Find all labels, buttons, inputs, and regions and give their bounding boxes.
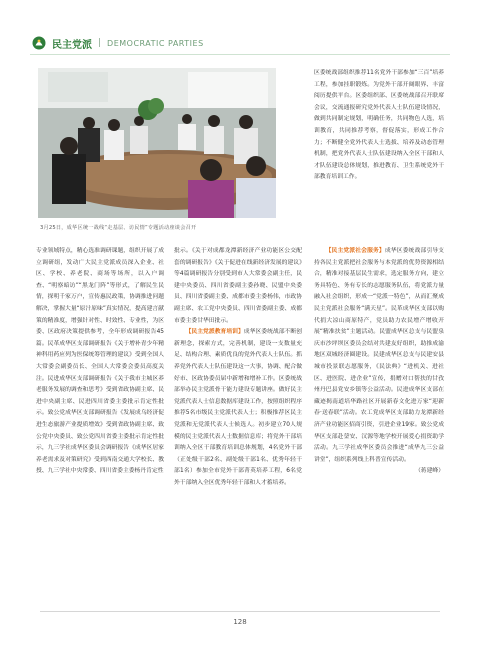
subheading-education: 【民主党派教育培训】 — [185, 329, 244, 336]
paragraph-service: 【民主党派社会服务】成华区委统战部引导支持各民主党派把社会服务与本党派的优势资源相结合，精准对接基层民生需求，选定服务方向，建立务具特色、务有专长的志愿服务队伍，将党派力量融入社会组织，形成一“党派一特色”，从而汇聚成民主党派社会服务“满天星”。民革成华区支部以购代捐大凉山商原特产，党员助力农民增产增收开展“精准扶贫”主题活动。民盟成华区总支与民盟泉庆市沙坪坝区委员会结对共建友好组织，助推成渝地区双城经济圈建设。民建成华区总支与民建安县城市投景联志愿服务，《民法典》“进机关、进社区、进医院、进企业”宣传，捐赠对口帮扶的甘孜州丹巴县党安乡镇等公益活动。民进成华区支部在藏迹揭南道培华路社区开展新春文化进万家“迎新春·送春联”活动。农工党成华区支部助力龙潭新经济产业功能区招商引资，引进企业19家。致公党成华区支部赴蓥安、汉源等地学校开展爱心捐资助学活动。九三学社成华区委员会推进“成华九三公益讲堂”，组织系列线上科普宣传活动。 — [314, 248, 444, 463]
meeting-photo — [38, 68, 276, 218]
footer-divider — [40, 611, 440, 612]
section-separator: | — [98, 38, 102, 48]
paragraph: 专业领域特点，精心选准调研课题，组织开展了成立调研组，发动广大民主党派成员深入企业、社区、学校、养老院、商场等场所，以入户调查、“明察暗访”“黑龙门阵”等形式，了解民生民情，探明千家万户，宣传惠民政策，协调推进问题解决，掌握大量“原汁原味”真实情况，提高建言献策的精准度，增强针对性、时效性、专业性，为区委、区政府决策提供参考，全年形成调研报告45篇。民革成华区支部调研报告《关于增补青少年精神科用药应列为医保统筹管理的建议》受到全国人大常委会副委员长、全国人大常委会委员高度关注。民进成华区支部调研报告《关于我市主城区养老服务发展的调查和思考》受到省政协副主席、民进中央副主席、民进四川省委主委批示肯定性批示。致公党成华区支部调研报告《发展成乌经济促进生态旅游产业提质增效》受到省政协副主席、致公党中央委员、致公党四川省委主委批示肯定性批示，九三学社成华区委员会调研报告《成华区居家养老需求及对策研究》受到西南交通大学校长、教授、九三学社中央常委、四川省委主委杨丹肯定性 — [36, 248, 164, 475]
right-column-top — [314, 68, 444, 184]
header-divider — [30, 54, 450, 55]
author-signature: （蒋建峰） — [415, 468, 444, 475]
paragraph-education: 【民主党派教育培训】成华区委统战部不断创新理念，探索方式，完善机制，建设一支数量充足、结构合理、素质优良的党外代表人士队伍。抓养党外代表人士队伍建设这一大事，协调、配合做好市、区政协委员届中新增和增补工作。区委统战部举办民主党派骨干能力建设专题讲座。做好民主党派代表人士信息数据库建设工作，按照组织程序推荐5名市级民主党派代表人士；积极推荐区民主党派和无党派代表人士候选人。初步建立70人规模的民主党派代表人士数据信息库；将党外干部培训纳入全区干部教育培训总体规划，4名党外干部（正处级干部2名、副处级干部1名、优秀年轻干部1名）参加全市党外干部菁英培养工程，6名党外干部纳入全区优秀年轻干部和人才蓄培养。 — [174, 329, 302, 486]
paragraph: 区委统战部组织推荐11名党外干部参加“三百”培养工程，参加挂职锻炼。为党外干部开阔眼界、丰富阅历提供平台。区委组织部、区委统战部召开联席会议，交流通报研究党外代表人士队伍建设情况，做到共同制定规划，明确任务，共同物色人选，培训教育，共同推荐考察，督促落实，形成工作合力；不断健全党外代表人士选拔、培养及动态管理机制，把党外代表人士队伍建设纳入全区干部和人才队伍建设总体规划，推进教育、卫生系统党外干部教育培训工作。 — [314, 70, 444, 181]
page-number: 128 — [233, 618, 247, 626]
middle-column — [174, 246, 302, 489]
section-title: 民主党派 — [52, 39, 92, 51]
paragraph: 批示。《关于对成都龙潭新经济产业功能区公交配套的调研报告》《关于促进在线新经济发展的建议》等4篇调研报告分别受到市人大常委会副主任，民建中央委员、四川省委副主委孙晓、民盟中央委员、四川省委副主委、成都市委主委杨伟，市政协副主席、农工党中央委员、四川省委副主委、成都市委主委甘华田批示。 — [174, 248, 302, 324]
section-title-english: DEMOCRATIC PARTIES — [107, 38, 204, 48]
section-header — [32, 34, 204, 52]
left-column — [36, 246, 164, 478]
photo-caption: 3月25日，成华区统一战线“走基层、访民情”专题活动座谈会召开 — [40, 225, 197, 231]
right-column — [314, 246, 444, 478]
subheading-service: 【民主党派社会服务】 — [325, 248, 385, 254]
party-logo-icon — [32, 36, 46, 50]
